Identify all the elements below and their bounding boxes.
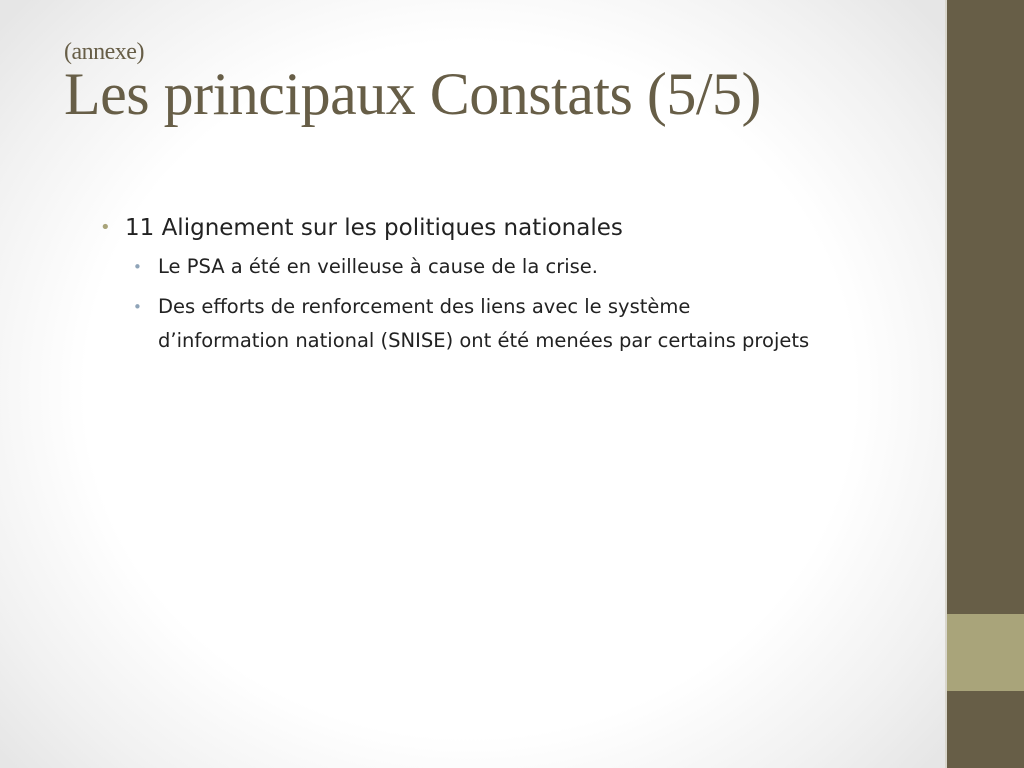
sub-bullet-item <box>133 250 940 284</box>
slide-content <box>100 210 940 364</box>
sub-bullet-icon: • <box>133 298 142 316</box>
sub-bullet-text-line-1: Des efforts de renforcement des liens avec le système <box>158 295 691 318</box>
sub-bullet-icon: • <box>133 258 142 276</box>
bullet-text: 11 Alignement sur les politiques nationales <box>125 215 623 241</box>
bullet-item <box>100 210 940 246</box>
bullet-icon: • <box>100 217 111 238</box>
slide-subtitle: (annexe) <box>64 39 144 65</box>
sub-bullet-item <box>133 290 940 358</box>
title-block <box>64 38 924 126</box>
sub-bullet-list <box>133 250 940 358</box>
decorative-sidebar-accent <box>947 614 1024 691</box>
sub-bullet-text: Le PSA a été en veilleuse à cause de la crise. <box>158 255 598 278</box>
slide-title: Les principaux Constats (5/5) <box>64 61 762 127</box>
sub-bullet-text-line-2: d’information national (SNISE) ont été menées par certains projets <box>158 329 810 352</box>
